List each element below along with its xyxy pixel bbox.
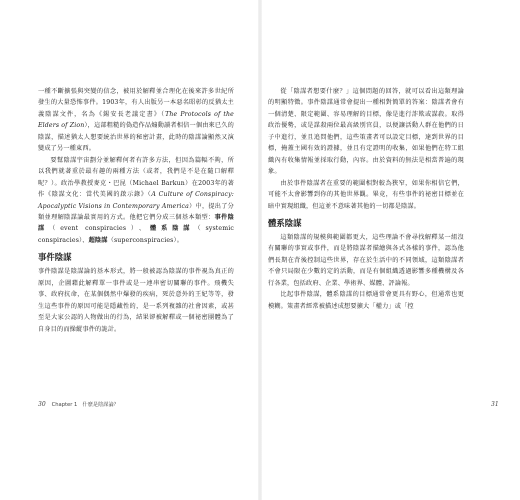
text-run: 事件陰謀是陰謀論的基本形式，將一般被認為陰謀的事件視為真正的原因，企圖藉此解釋單一事件或是一連串密切關聯的事件。飛機失事、政府抗命，在某個偶然中爆發的疾病，死於意外的王妃等等，發生這些事件的原因可能是隱藏性的，是一系列複雜的社會因素，或甚至是大家公認的人物做出的行為，結果卻被解釋或一個祕密團體為了自身目的而操縱事件的詭計。: [38, 268, 234, 333]
body-paragraph: [268, 86, 464, 178]
text-run: ）中，提出了分類並理解陰謀論最實用的方式。他把它們分成三個基本類型：: [38, 202, 234, 221]
text-run: （systemic conspiracies）、: [38, 225, 234, 244]
text-run: 要幫陰謀宇宙劃分並解釋何者有許多方法，但因為篇幅不夠，所以我們就著重於最有趣的兩種方法（或者，我們是不是在隨口解釋呢？）。政治學教授麥克・巴昆（Michael Barkun）在2003年的著作《陰謀文化：當代美國的啟示錄》（: [38, 156, 234, 199]
right-paragraphs-after: [268, 232, 464, 312]
right-text-column: [268, 86, 464, 312]
text-run: 比起事件陰謀，體系陰謀的目標通常會更具有野心，但通常也更模糊。策畫者經常被描述成想要擴大「權力」或「控: [268, 291, 464, 310]
body-paragraph: [268, 178, 464, 212]
text-run: ），這部粗糙的偽造作品煽動讀者相信一個由來已久的陰謀，描述猶太人想要統治世界的秘密計畫，此時的陰謀論顯然又演變成了另一種東西。: [38, 122, 234, 153]
left-paragraphs: [38, 86, 234, 246]
bold-term: 事件陰謀: [38, 213, 234, 233]
running-chapter-title: Chapter 1 什麼是陰謀論？: [51, 402, 119, 408]
right-page-footer: [491, 401, 499, 409]
body-paragraph: [38, 266, 234, 335]
right-page: [260, 0, 520, 500]
page-number-left: 30: [38, 401, 46, 408]
body-paragraph: [38, 86, 234, 155]
bold-term: 超陰謀: [88, 236, 108, 244]
body-paragraph: [268, 289, 464, 312]
left-paragraphs-after: [38, 266, 234, 335]
body-paragraph: [38, 155, 234, 247]
body-paragraph: [268, 232, 464, 289]
text-run: 一種不斷擴張與突變的信念，被用於解釋並合理化在後來許多世紀所發生的大量恐怖事件。1903年，有人出版另一本惡名昭彰的反猶太主義陰謀文件，名為《錫安長老議定書》（: [38, 88, 234, 118]
text-run: （event conspiracies）、: [49, 225, 150, 233]
right-paragraphs: [268, 86, 464, 212]
section-heading-event-conspiracy: 事件陰謀: [38, 252, 72, 263]
text-run: 由於事件陰謀者在重要的範圍相對較為狹窄，如果你相信它們，可能不太會影響到你的其他世界觀。畢竟，有些事件的祕密目標並在暗中實現組織，但這並不意味著其他的一切都是陰謀。: [268, 179, 464, 210]
text-run: 這類陰謀的規模與範圍都更大，這些理論不會尋找解釋某一組沒有關聯的事實或事件，而是將陰謀者描繪與各式各樣的事件，認為他們長期在背後控制這些世界，存在於生活中的不同領域，這類陰謀者不會只局限在少數的定的活動，而是有個組織透過影響多種機構及各行各業，包括政府、企業、學術界、媒體、評論報。: [268, 233, 464, 287]
text-run: （superconspiracies）。: [107, 236, 184, 244]
italic-title: The Protocols of the Elders of Zion: [38, 110, 234, 130]
text-run: 從「陰謀者想要什麼？」這個問題的回答，就可以看出這類理論的明顯特徵。事件陰謀通常會提出一種相對簡單的答案：陰謀者會有一個清楚、限定範圍、容易理解的目標，像是進行詐欺或謀殺。取得政治優勢，或是謀殺兩位最高級別官員，以便讓活動人群在他們的日子中進行，並且追問他們，這些策畫者可以設定目標，達到世界的目標，掩蓋主國有效的證據，並且有定證明的收集，如果他們在特工組織內有收集情報並採取行動，內容。由於資料的無法是相當普遍的現象。: [268, 88, 464, 176]
bold-term: 體系陰謀: [150, 225, 195, 233]
section-heading-systemic-conspiracy: 體系陰謀: [268, 217, 302, 228]
italic-title: A Culture of Conspiracy: Apocalyptic Visions in Contemporary America: [38, 191, 234, 210]
left-page-footer: [38, 401, 119, 409]
left-text-column: [38, 86, 234, 335]
page-number-right: 31: [491, 401, 499, 408]
